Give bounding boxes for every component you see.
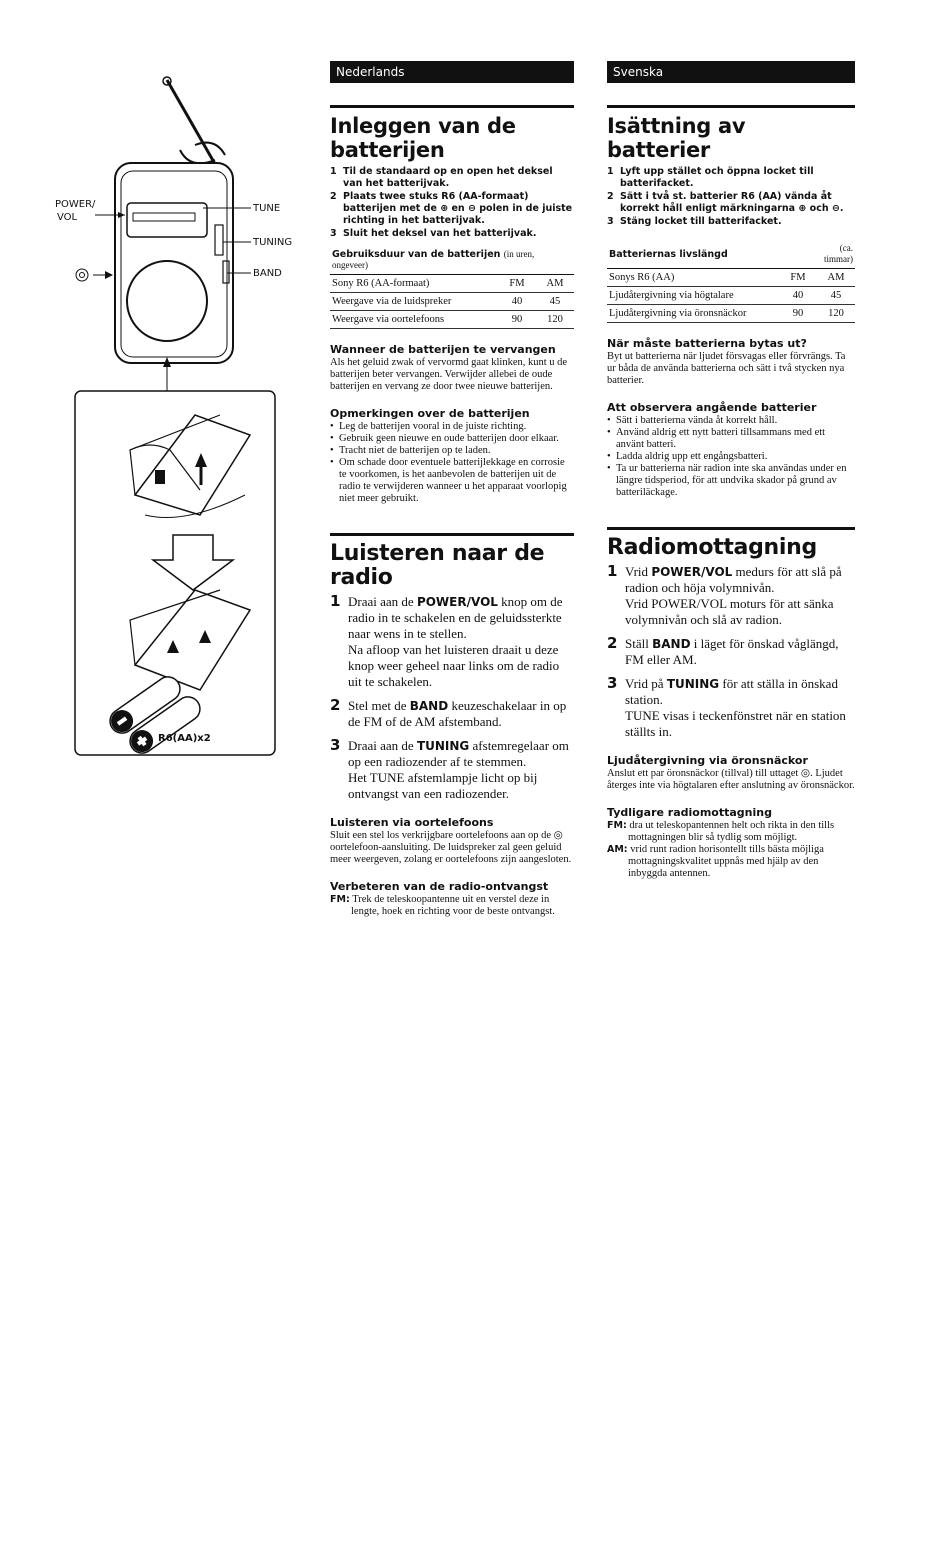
list-item: • Ladda aldrig upp ett engångsbatteri. bbox=[607, 451, 855, 463]
notes-heading-sv: Att observera angående batterier bbox=[607, 401, 817, 414]
table-title: Gebruiksduur van de batterijen (in uren, ongeveer) bbox=[330, 246, 574, 275]
step-item: 2 Sätt i två st. batterier R6 (AA) vända åt korrekt håll enligt märkningarna ⊕ och ⊖. bbox=[607, 191, 844, 214]
earphones-heading-sv: Ljudåtergivning via öronsnäckor bbox=[607, 754, 808, 767]
step-item: 2 Stel met de BAND keuzeschakelaar in op de FM of de AM afstemband. bbox=[330, 696, 567, 729]
list-item: • Gebruik geen nieuwe en oude batterijen door elkaar. bbox=[330, 433, 574, 445]
step-text: Til de standaard op en open het deksel van het batterijvak. bbox=[343, 166, 553, 189]
label-battery: R6(AA)x2 bbox=[158, 733, 211, 744]
step-text: Sluit het deksel van het batterijvak. bbox=[343, 228, 537, 239]
step-text: Sätt i två st. batterier R6 (AA) vända åt korrekt håll enligt märkningarna ⊕ och ⊖. bbox=[620, 191, 844, 214]
step-item: 2 Plaats twee stuks R6 (AA-formaat) batterijen met de ⊕ en ⊖ polen in de juiste richting in het batterijvak. bbox=[330, 191, 573, 226]
step-text: Lyft upp stället och öppna locket till batterifacket. bbox=[620, 166, 814, 189]
section-rule bbox=[607, 527, 855, 530]
battery-steps-sv bbox=[607, 166, 855, 228]
step-item: 1 Til de standaard op en open het deksel van het batterijvak. bbox=[330, 166, 553, 189]
reception-fm-sv: FM: dra ut teleskopantennen helt och rikta in den tills mottagningen blir så tydlig som möjligt. bbox=[607, 820, 835, 843]
step-item: 3 Vrid på TUNING för att ställa in önskad station. TUNE visas i teckenfönstret när en station ställts in. bbox=[607, 674, 846, 739]
list-item: • Leg de batterijen vooral in de juiste richting. bbox=[330, 421, 574, 433]
table-unit: (ca. timmar) bbox=[824, 243, 853, 264]
step-item: 3 Draai aan de TUNING afstemregelaar om op een radiozender af te stemmen. Het TUNE afstemlampje licht op bij ontvangst van een radiozender. bbox=[330, 736, 569, 801]
radio-illustration bbox=[55, 75, 305, 765]
language-header-nl: Nederlands bbox=[330, 61, 574, 83]
list-item: • Tracht niet de batterijen op te laden. bbox=[330, 445, 574, 457]
list-item: • Ta ur batterierna när radion inte ska användas under en längre tidsperiod, för att undvika skador på grund av batteriläckage. bbox=[607, 463, 855, 499]
list-item: • Använd aldrig ett nytt batteri tillsammans med ett använt batteri. bbox=[607, 427, 855, 451]
battery-steps-nl bbox=[330, 166, 574, 240]
dutch-column bbox=[330, 61, 574, 918]
table-row: Ljudåtergivning via högtalare 40 45 bbox=[607, 287, 855, 305]
earphones-text-sv: Anslut ett par öronsnäckor (tillval) till uttaget ◎. Ljudet återges inte via högtalaren efter anslutning av öronsnäckor. bbox=[607, 768, 855, 791]
radio-title-sv: Radiomottagning bbox=[607, 535, 817, 560]
table-row: Weergave via oortelefoons 90 120 bbox=[330, 311, 574, 329]
earphones-text-nl: Sluit een stel los verkrijgbare oortelefoons aan op de ◎ oortelefoon-aansluiting. De luidspreker zal geen geluid meer weergeven, zolang er oortelefoons zijn aangesloten. bbox=[330, 830, 572, 865]
step-item: 1 Vrid POWER/VOL medurs för att slå på radion och höja volymnivån. Vrid POWER/VOL moturs för att sänka volymnivån och slå av radion. bbox=[607, 562, 842, 627]
table-row: Ljudåtergivning via öronsnäckor 90 120 bbox=[607, 305, 855, 323]
label-tune: TUNE bbox=[253, 203, 281, 214]
step-item: 1 Draai aan de POWER/VOL knop om de radio in te schakelen en de geluidssterkte naar wens in te stellen. Na afloop van het luisteren draait u deze knop weer geheel naar links om de radio uit te schakelen. bbox=[330, 592, 563, 689]
reception-am-sv: AM: vrid runt radion horisontellt tills bästa möjliga mottagningskvalitet uppnås med hjälp av den inbyggda antennen. bbox=[607, 844, 824, 879]
section-rule bbox=[330, 105, 574, 108]
table-row: Weergave via de luidspreker 40 45 bbox=[330, 293, 574, 311]
label-band: BAND bbox=[253, 268, 282, 279]
notes-heading-nl: Opmerkingen over de batterijen bbox=[330, 407, 530, 420]
reception-heading-nl: Verbeteren van de radio-ontvangst bbox=[330, 880, 549, 893]
replace-heading-sv: När måste batterierna bytas ut? bbox=[607, 337, 807, 350]
step-item: 1 Lyft upp stället och öppna locket till batterifacket. bbox=[607, 166, 814, 189]
swedish-column bbox=[607, 61, 855, 880]
earphones-heading-nl: Luisteren via oortelefoons bbox=[330, 816, 494, 829]
radio-drawing bbox=[55, 75, 305, 765]
battery-life-table-nl bbox=[330, 246, 574, 329]
list-item: • Om schade door eventuele batterijlekkage en corrosie te voorkomen, is het aanbevolen de batterijen uit de radio te verwijderen wanneer u het apparaat voorlopig niet meer gebruikt. bbox=[330, 457, 574, 505]
step-text: Stäng locket till batterifacket. bbox=[620, 216, 782, 227]
replace-text-nl: Als het geluid zwak of vervormd gaat klinken, kunt u de batterijen beter vervangen. Verwijder allebei de oude batterijen en vervang ze door twee nieuwe batterijen. bbox=[330, 357, 568, 392]
replace-text-sv: Byt ut batterierna när ljudet försvagas eller förvrängs. Ta ur båda de använda batterierna och sätt i två stycken nya batterier. bbox=[607, 351, 846, 386]
table-row: Sony R6 (AA-formaat) FM AM bbox=[330, 275, 574, 293]
battery-life-table-sv bbox=[607, 240, 855, 323]
section-rule bbox=[330, 533, 574, 536]
radio-steps-sv bbox=[607, 564, 855, 740]
notes-list-sv bbox=[607, 415, 855, 499]
section-rule bbox=[607, 105, 855, 108]
replace-heading-nl: Wanneer de batterijen te vervangen bbox=[330, 343, 556, 356]
reception-fm-nl: FM: Trek de teleskoopantenne uit en verstel deze in lengte, hoek en richting voor de beste ontvangst. bbox=[330, 894, 555, 917]
label-power: POWER/ bbox=[55, 199, 96, 210]
step-item: 3 Sluit het deksel van het batterijvak. bbox=[330, 228, 537, 239]
step-text: Plaats twee stuks R6 (AA-formaat) batterijen met de ⊕ en ⊖ polen in de juiste richting in het batterijvak. bbox=[343, 191, 573, 226]
notes-list-nl bbox=[330, 421, 574, 505]
reception-heading-sv: Tydligare radiomottagning bbox=[607, 806, 772, 819]
battery-title-nl: Inleggen van de batterijen bbox=[330, 114, 516, 162]
label-tuning: TUNING bbox=[253, 237, 293, 248]
list-item: • Sätt i batterierna vända åt korrekt håll. bbox=[607, 415, 855, 427]
table-title: Batteriernas livslängd bbox=[607, 240, 817, 269]
step-item: 2 Ställ BAND i läget för önskad våglängd, FM eller AM. bbox=[607, 634, 839, 667]
label-vol: VOL bbox=[57, 212, 78, 223]
language-header-sv: Svenska bbox=[607, 61, 855, 83]
table-unit: (in uren, ongeveer) bbox=[332, 249, 535, 270]
table-row: Sonys R6 (AA) FM AM bbox=[607, 269, 855, 287]
radio-steps-nl bbox=[330, 594, 574, 802]
radio-title-nl: Luisteren naar de radio bbox=[330, 541, 545, 590]
battery-title-sv: Isättning av batterier bbox=[607, 114, 746, 162]
step-item: 3 Stäng locket till batterifacket. bbox=[607, 216, 782, 227]
